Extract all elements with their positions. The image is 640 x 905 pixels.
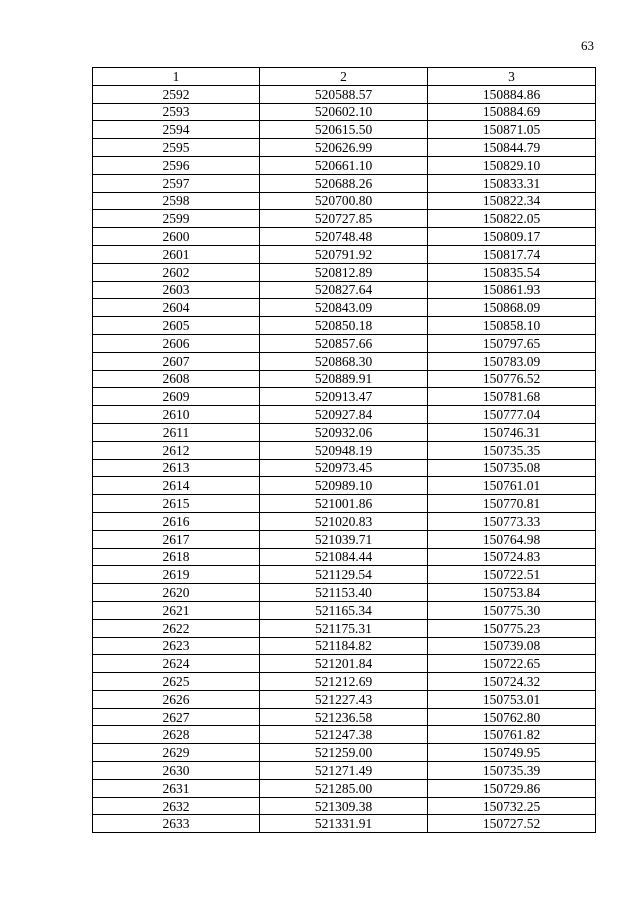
table-body <box>93 85 596 832</box>
table-row <box>93 263 596 281</box>
x-coordinate-cell: 521084.44 <box>260 548 428 566</box>
table-row <box>93 210 596 228</box>
point-number-cell: 2612 <box>93 441 260 459</box>
point-number-cell: 2605 <box>93 317 260 335</box>
table-row <box>93 370 596 388</box>
table-row <box>93 121 596 139</box>
y-coordinate-cell: 150817.74 <box>428 245 596 263</box>
point-number-cell: 2623 <box>93 637 260 655</box>
table-row <box>93 477 596 495</box>
table-row <box>93 584 596 602</box>
x-coordinate-cell: 520661.10 <box>260 156 428 174</box>
point-number-cell: 2618 <box>93 548 260 566</box>
table-row <box>93 673 596 691</box>
table-header-row <box>93 68 596 86</box>
x-coordinate-cell: 520827.64 <box>260 281 428 299</box>
y-coordinate-cell: 150775.23 <box>428 619 596 637</box>
table-row <box>93 334 596 352</box>
table-row <box>93 708 596 726</box>
y-coordinate-cell: 150753.01 <box>428 690 596 708</box>
point-number-cell: 2616 <box>93 512 260 530</box>
point-number-cell: 2597 <box>93 174 260 192</box>
table-row <box>93 299 596 317</box>
y-coordinate-cell: 150884.86 <box>428 85 596 103</box>
x-coordinate-cell: 521271.49 <box>260 762 428 780</box>
table-row <box>93 441 596 459</box>
x-coordinate-cell: 520927.84 <box>260 406 428 424</box>
y-coordinate-cell: 150773.33 <box>428 512 596 530</box>
table-row <box>93 228 596 246</box>
point-number-cell: 2626 <box>93 690 260 708</box>
coordinates-table <box>92 67 596 833</box>
point-number-cell: 2611 <box>93 423 260 441</box>
column-header-3: 3 <box>428 68 596 86</box>
x-coordinate-cell: 520602.10 <box>260 103 428 121</box>
y-coordinate-cell: 150749.95 <box>428 744 596 762</box>
y-coordinate-cell: 150844.79 <box>428 139 596 157</box>
point-number-cell: 2617 <box>93 530 260 548</box>
x-coordinate-cell: 521285.00 <box>260 779 428 797</box>
x-coordinate-cell: 520868.30 <box>260 352 428 370</box>
table-row <box>93 245 596 263</box>
x-coordinate-cell: 520989.10 <box>260 477 428 495</box>
point-number-cell: 2629 <box>93 744 260 762</box>
point-number-cell: 2624 <box>93 655 260 673</box>
y-coordinate-cell: 150858.10 <box>428 317 596 335</box>
table-row <box>93 566 596 584</box>
x-coordinate-cell: 520748.48 <box>260 228 428 246</box>
x-coordinate-cell: 520812.89 <box>260 263 428 281</box>
table-row <box>93 459 596 477</box>
x-coordinate-cell: 521247.38 <box>260 726 428 744</box>
y-coordinate-cell: 150735.39 <box>428 762 596 780</box>
point-number-cell: 2610 <box>93 406 260 424</box>
x-coordinate-cell: 520615.50 <box>260 121 428 139</box>
y-coordinate-cell: 150868.09 <box>428 299 596 317</box>
y-coordinate-cell: 150724.83 <box>428 548 596 566</box>
table-row <box>93 655 596 673</box>
x-coordinate-cell: 520973.45 <box>260 459 428 477</box>
x-coordinate-cell: 520857.66 <box>260 334 428 352</box>
table-row <box>93 388 596 406</box>
y-coordinate-cell: 150724.32 <box>428 673 596 691</box>
y-coordinate-cell: 150746.31 <box>428 423 596 441</box>
table-row <box>93 495 596 513</box>
point-number-cell: 2615 <box>93 495 260 513</box>
x-coordinate-cell: 520932.06 <box>260 423 428 441</box>
point-number-cell: 2621 <box>93 601 260 619</box>
point-number-cell: 2627 <box>93 708 260 726</box>
y-coordinate-cell: 150764.98 <box>428 530 596 548</box>
x-coordinate-cell: 521184.82 <box>260 637 428 655</box>
x-coordinate-cell: 521001.86 <box>260 495 428 513</box>
x-coordinate-cell: 520588.57 <box>260 85 428 103</box>
point-number-cell: 2613 <box>93 459 260 477</box>
y-coordinate-cell: 150722.65 <box>428 655 596 673</box>
point-number-cell: 2596 <box>93 156 260 174</box>
y-coordinate-cell: 150783.09 <box>428 352 596 370</box>
table-row <box>93 530 596 548</box>
column-header-2: 2 <box>260 68 428 86</box>
x-coordinate-cell: 521201.84 <box>260 655 428 673</box>
x-coordinate-cell: 521259.00 <box>260 744 428 762</box>
table-row <box>93 797 596 815</box>
point-number-cell: 2609 <box>93 388 260 406</box>
x-coordinate-cell: 521309.38 <box>260 797 428 815</box>
y-coordinate-cell: 150822.34 <box>428 192 596 210</box>
x-coordinate-cell: 520913.47 <box>260 388 428 406</box>
y-coordinate-cell: 150732.25 <box>428 797 596 815</box>
y-coordinate-cell: 150762.80 <box>428 708 596 726</box>
x-coordinate-cell: 521227.43 <box>260 690 428 708</box>
point-number-cell: 2628 <box>93 726 260 744</box>
x-coordinate-cell: 521165.34 <box>260 601 428 619</box>
table-row <box>93 85 596 103</box>
table-row <box>93 690 596 708</box>
y-coordinate-cell: 150884.69 <box>428 103 596 121</box>
table-row <box>93 423 596 441</box>
y-coordinate-cell: 150809.17 <box>428 228 596 246</box>
y-coordinate-cell: 150761.01 <box>428 477 596 495</box>
point-number-cell: 2603 <box>93 281 260 299</box>
y-coordinate-cell: 150835.54 <box>428 263 596 281</box>
table-row <box>93 619 596 637</box>
x-coordinate-cell: 521020.83 <box>260 512 428 530</box>
x-coordinate-cell: 520626.99 <box>260 139 428 157</box>
y-coordinate-cell: 150822.05 <box>428 210 596 228</box>
point-number-cell: 2598 <box>93 192 260 210</box>
page-number: 63 <box>581 38 594 53</box>
table-row <box>93 406 596 424</box>
table-row <box>93 744 596 762</box>
x-coordinate-cell: 521129.54 <box>260 566 428 584</box>
table-row <box>93 174 596 192</box>
table-row <box>93 762 596 780</box>
x-coordinate-cell: 520889.91 <box>260 370 428 388</box>
table-row <box>93 139 596 157</box>
column-header-1: 1 <box>93 68 260 86</box>
y-coordinate-cell: 150739.08 <box>428 637 596 655</box>
table-row <box>93 512 596 530</box>
point-number-cell: 2625 <box>93 673 260 691</box>
table-row <box>93 548 596 566</box>
y-coordinate-cell: 150777.04 <box>428 406 596 424</box>
point-number-cell: 2602 <box>93 263 260 281</box>
x-coordinate-cell: 521331.91 <box>260 815 428 833</box>
y-coordinate-cell: 150761.82 <box>428 726 596 744</box>
point-number-cell: 2608 <box>93 370 260 388</box>
y-coordinate-cell: 150727.52 <box>428 815 596 833</box>
table-row <box>93 637 596 655</box>
point-number-cell: 2599 <box>93 210 260 228</box>
x-coordinate-cell: 520700.80 <box>260 192 428 210</box>
table-row <box>93 317 596 335</box>
table-row <box>93 601 596 619</box>
y-coordinate-cell: 150753.84 <box>428 584 596 602</box>
point-number-cell: 2619 <box>93 566 260 584</box>
x-coordinate-cell: 520850.18 <box>260 317 428 335</box>
table-row <box>93 156 596 174</box>
point-number-cell: 2606 <box>93 334 260 352</box>
point-number-cell: 2607 <box>93 352 260 370</box>
y-coordinate-cell: 150861.93 <box>428 281 596 299</box>
point-number-cell: 2604 <box>93 299 260 317</box>
x-coordinate-cell: 520688.26 <box>260 174 428 192</box>
y-coordinate-cell: 150735.35 <box>428 441 596 459</box>
x-coordinate-cell: 521175.31 <box>260 619 428 637</box>
table-row <box>93 192 596 210</box>
y-coordinate-cell: 150776.52 <box>428 370 596 388</box>
x-coordinate-cell: 521236.58 <box>260 708 428 726</box>
point-number-cell: 2620 <box>93 584 260 602</box>
y-coordinate-cell: 150829.10 <box>428 156 596 174</box>
point-number-cell: 2594 <box>93 121 260 139</box>
table-row <box>93 726 596 744</box>
y-coordinate-cell: 150871.05 <box>428 121 596 139</box>
point-number-cell: 2630 <box>93 762 260 780</box>
point-number-cell: 2592 <box>93 85 260 103</box>
table-row <box>93 815 596 833</box>
x-coordinate-cell: 520843.09 <box>260 299 428 317</box>
y-coordinate-cell: 150781.68 <box>428 388 596 406</box>
y-coordinate-cell: 150735.08 <box>428 459 596 477</box>
table-row <box>93 352 596 370</box>
point-number-cell: 2593 <box>93 103 260 121</box>
y-coordinate-cell: 150722.51 <box>428 566 596 584</box>
x-coordinate-cell: 521039.71 <box>260 530 428 548</box>
point-number-cell: 2631 <box>93 779 260 797</box>
point-number-cell: 2614 <box>93 477 260 495</box>
x-coordinate-cell: 520727.85 <box>260 210 428 228</box>
x-coordinate-cell: 520948.19 <box>260 441 428 459</box>
y-coordinate-cell: 150833.31 <box>428 174 596 192</box>
table-row <box>93 103 596 121</box>
point-number-cell: 2601 <box>93 245 260 263</box>
x-coordinate-cell: 521153.40 <box>260 584 428 602</box>
x-coordinate-cell: 520791.92 <box>260 245 428 263</box>
table-row <box>93 779 596 797</box>
point-number-cell: 2600 <box>93 228 260 246</box>
y-coordinate-cell: 150797.65 <box>428 334 596 352</box>
table-row <box>93 281 596 299</box>
y-coordinate-cell: 150770.81 <box>428 495 596 513</box>
point-number-cell: 2595 <box>93 139 260 157</box>
point-number-cell: 2633 <box>93 815 260 833</box>
y-coordinate-cell: 150775.30 <box>428 601 596 619</box>
y-coordinate-cell: 150729.86 <box>428 779 596 797</box>
point-number-cell: 2622 <box>93 619 260 637</box>
x-coordinate-cell: 521212.69 <box>260 673 428 691</box>
point-number-cell: 2632 <box>93 797 260 815</box>
